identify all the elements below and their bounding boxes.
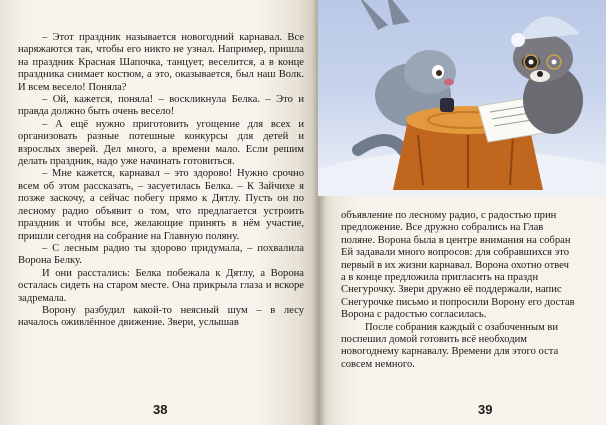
text-line: новогоднему карнавалу. Времени для этого оста — [341, 346, 559, 358]
illustration-svg — [318, 0, 606, 196]
left-paragraph: – Мне кажется, карнавал – это здорово! Нужно срочно всем об этом рассказать, – засуетилась Белка. – К Зайчихе я позже заскочу, а сейчас побегу прямо к Дятлу. Пусть он по лесному радио объявит о том, что предлагается устроить праздник и чтобы все, желающие принять в нём участие, пришли сегодня на собрание на Главную поляну. — [18, 168, 304, 242]
text-line: После собрания каждый с озабоченным ви — [365, 321, 559, 333]
left-paragraph: – А ещё нужно приготовить угощение для всех и организовать разные потешные конкурсы для детей и взрослых зверей. Дел много, а времени мало. Если решим делать праздник, надо уже начинать готовиться. — [18, 118, 304, 168]
right-page-number: 39 — [478, 402, 493, 417]
left-page-number: 38 — [153, 402, 168, 417]
text-line: первый в их жизни карнавал. Ворона охотно отвеч — [341, 259, 569, 271]
left-page-text — [18, 32, 304, 330]
illustration-hare-and-raccoon — [318, 0, 606, 196]
text-line: объявление по лесному радио, с радостью прин — [341, 210, 557, 221]
right-paragraph-2 — [341, 322, 606, 372]
text-line: Ворона с радостью согласилась. — [341, 309, 487, 321]
left-paragraph: Ворону разбудил какой-то неясный шум – в лесу началось оживлённое движение. Звери, услышав — [18, 304, 304, 329]
text-line: Снегурочку. Звери дружно её поддержали, напис — [341, 284, 562, 296]
text-line: совсем немного. — [341, 358, 415, 370]
right-page-text — [341, 210, 606, 371]
right-paragraph-1 — [341, 210, 606, 322]
inkwell — [440, 98, 454, 112]
text-line: а в конце предложила пригласить на праздн — [341, 272, 539, 284]
left-paragraph: – Ой, кажется, поняла! – воскликнула Белка. – Это и правда должно быть очень весело! — [18, 94, 304, 118]
left-paragraph: – С лесным радио ты здорово придумала, – похвалила Ворона Белку. — [18, 242, 304, 267]
text-line: Ей задавали много вопросов: для собравшихся это — [341, 247, 570, 259]
text-line: Снегурочке письмо и попросили Ворону его достав — [341, 296, 575, 308]
text-line: поляне. Ворона была в центре внимания на собран — [341, 234, 571, 246]
left-paragraph: – Этот праздник называется новогодний карнавал. Все наряжаются так, чтобы его никто не узнал. Например, пришла на праздник Красная Шапочка, танцует, веселится, а в конце праздника снимает костюм, а это, оказывается, был наш Волк. И всем весело! Поняла? — [18, 32, 304, 93]
text-line: поспешил домой готовить всё необходим — [341, 334, 527, 346]
left-paragraph: И они расстались: Белка побежала к Дятлу, а Ворона осталась сидеть на старом месте. Она прикрыла глаза и вскоре задремала. — [18, 267, 304, 304]
text-line: предложение. Все дружно собрались на Глав — [341, 222, 544, 234]
